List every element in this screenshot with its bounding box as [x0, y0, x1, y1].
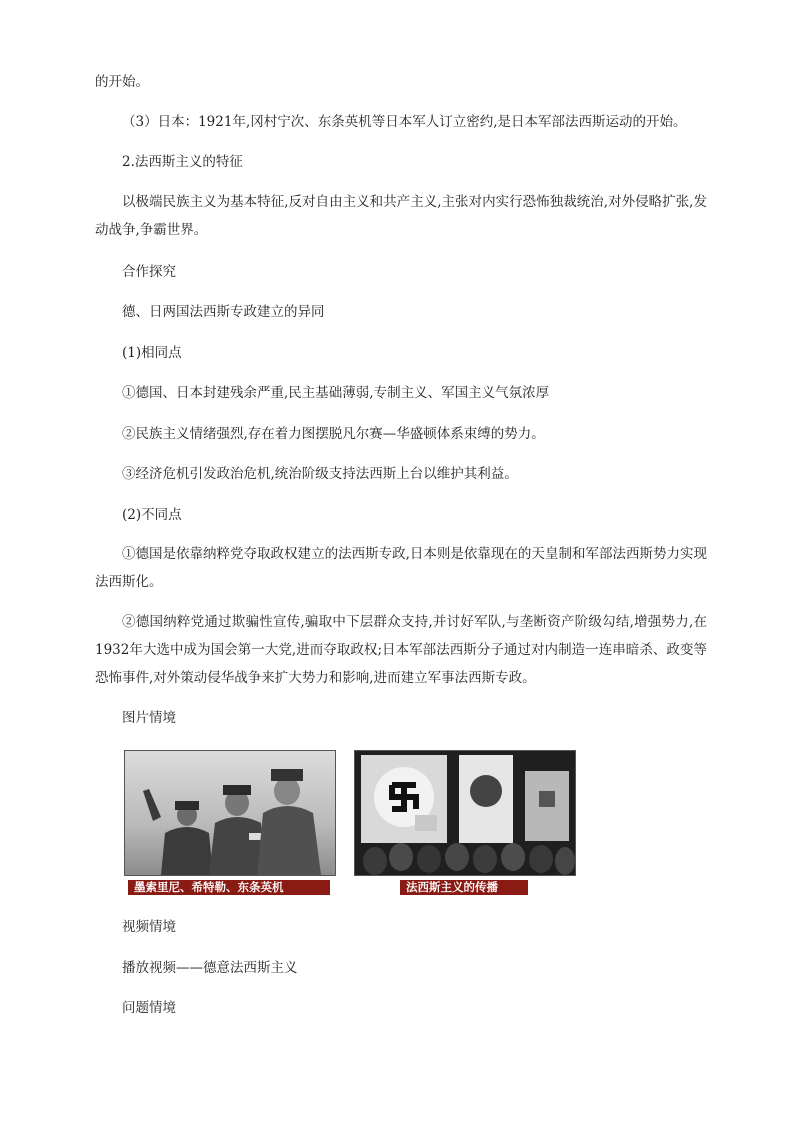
difference-paragraph-2: ②德国纳粹党通过欺骗性宣传,骗取中下层群众支持,并讨好军队,与垄断资产阶级勾结,增强势力,在1932年大选中成为国会第一大党,进而夺取政权;日本军部法西斯分子通过对内制造一连串暗杀、政变等恐怖事件,对外策动侵华战争来扩大势力和影响,进而建立军事法西斯专政。	[95, 614, 707, 686]
left-photo-caption: 墨索里尼、希特勒、东条英机	[128, 880, 330, 895]
fascism-spread-photo-illustration	[355, 751, 575, 875]
leaders-photo	[124, 750, 336, 876]
topic-heading: 德、日两国法西斯专政建立的异同	[122, 304, 325, 320]
list-item: ③经济危机引发政治危机,统治阶级支持法西斯上台以维护其利益。	[122, 466, 518, 482]
list-item: ①德国、日本封建残余严重,民主基础薄弱,专制主义、军国主义气氛浓厚	[122, 385, 550, 401]
subheading: (2)不同点	[122, 507, 182, 523]
subheading: (1)相同点	[122, 345, 182, 361]
fascism-spread-photo	[354, 750, 576, 876]
section-heading: 2.法西斯主义的特征	[122, 154, 243, 170]
section-heading: 视频情境	[122, 919, 176, 935]
leaders-photo-illustration	[125, 751, 335, 875]
fascism-features-paragraph: 以极端民族主义为基本特征,反对自由主义和共产主义,主张对内实行恐怖独裁统治,对外侵略扩张,发动战争,争霸世界。	[95, 194, 707, 238]
japan-paragraph: （3）日本：1921年,冈村宁次、东条英机等日本军人订立密约,是日本军部法西斯运动的开始。	[122, 114, 687, 130]
section-heading: 图片情境	[122, 710, 176, 726]
right-photo-caption: 法西斯主义的传播	[400, 880, 528, 895]
text-line: 的开始。	[95, 74, 149, 90]
text-line: 播放视频——德意法西斯主义	[122, 960, 298, 976]
difference-paragraph-1: ①德国是依靠纳粹党夺取政权建立的法西斯专政,日本则是依靠现在的天皇制和军部法西斯势力实现法西斯化。	[95, 546, 707, 590]
list-item: ②民族主义情绪强烈,存在着力图摆脱凡尔赛—华盛顿体系束缚的势力。	[122, 426, 545, 442]
section-heading: 问题情境	[122, 1000, 176, 1016]
section-heading: 合作探究	[122, 264, 176, 280]
